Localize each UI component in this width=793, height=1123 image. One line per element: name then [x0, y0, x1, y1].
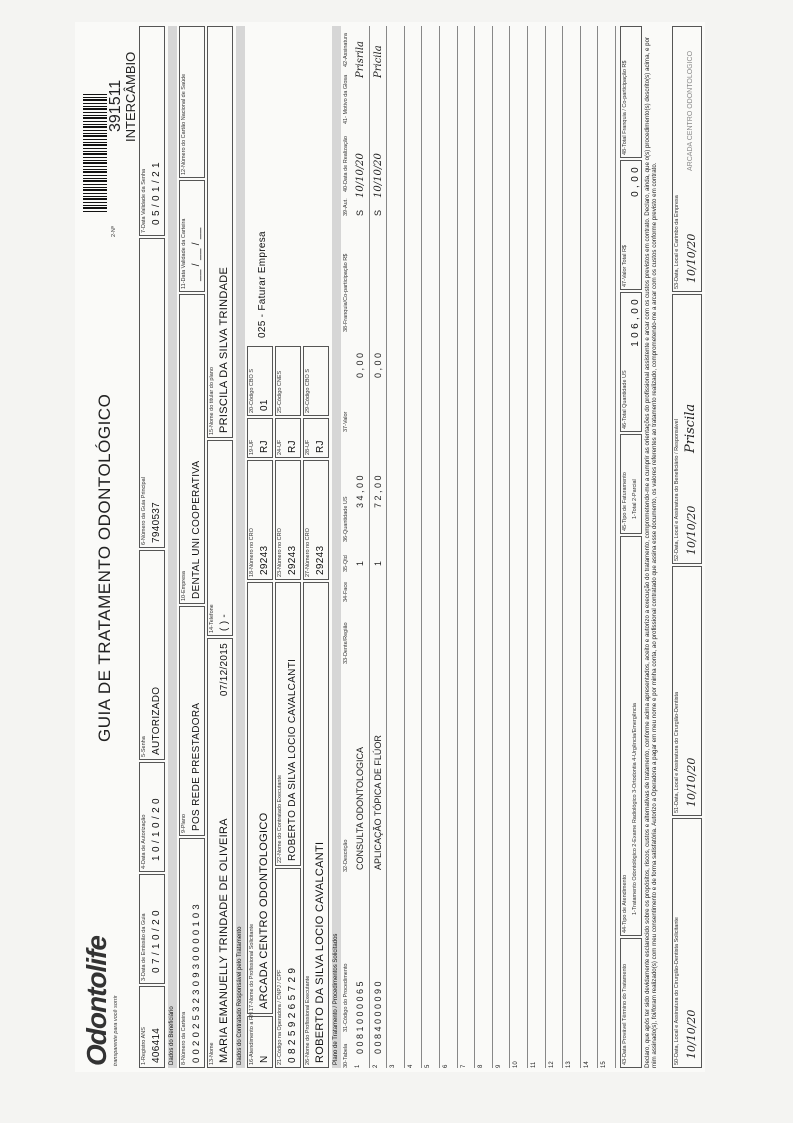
procedure-authorized: S: [355, 209, 365, 216]
row-number: 8: [478, 1064, 485, 1068]
table-row: [527, 26, 546, 1068]
senha-label: 5-Senha: [141, 736, 147, 757]
executante-box: [303, 582, 329, 1068]
sig-beneficiario-date: 10/10/20: [685, 505, 698, 555]
contratado-label: 22-Nome do Contratado Executante: [277, 774, 283, 863]
sig-empresa-date: 10/10/20: [685, 233, 698, 283]
senha-box: [139, 550, 165, 760]
row-number: 3: [390, 1064, 397, 1068]
cro3-box: [303, 460, 329, 580]
table-row: [474, 26, 493, 1068]
col-qtd-us: 36-Quantidade US: [343, 496, 349, 542]
row-number: 15: [601, 1061, 608, 1068]
sig-solicitante-box: [672, 818, 702, 1068]
col-assinatura: 42-Assinatura: [343, 33, 349, 67]
procedure-value: 0 , 0 0: [372, 352, 383, 378]
sig-executante-box: [672, 566, 702, 816]
nome-value: MARIA EMANUELLY TRINDADE DE OLIVEIRA: [218, 818, 230, 1063]
row-number: 6: [443, 1064, 449, 1068]
barcode: [83, 92, 107, 212]
profissional-solicitante-value: ARCADA CENTRO ODONTOLOGICO: [258, 812, 270, 1009]
doc-number: 391511: [107, 79, 124, 132]
sig-beneficiario-box: [672, 294, 702, 564]
cbo3-label: 29-Código CBO S: [305, 368, 311, 413]
faturar-empresa: 025 - Faturar Empresa: [257, 231, 268, 338]
validade-carteira-label: 11-Data Validade da Carteira: [181, 218, 187, 289]
table-row: [545, 26, 564, 1068]
cro3-label: 27-Número no CRO: [305, 528, 311, 577]
guia-principal-box: [139, 238, 165, 548]
guia-principal-label: 6-Número da Guia Principal: [141, 477, 147, 545]
doc-type: INTERCÂMBIO: [123, 51, 138, 142]
validade-carteira-box: [179, 180, 205, 292]
table-row: [597, 26, 616, 1068]
tipo-atendimento-options: 1-Tratamento Odontológico 2-Exame Radiológico 3-Ortodontia 4-Urgência/Emergência: [632, 703, 638, 915]
cbo-value: 01: [259, 399, 270, 411]
row-number: 2: [372, 1064, 379, 1068]
row-number: 4: [407, 1064, 414, 1068]
procedure-authorized: S: [372, 209, 383, 216]
uf-value: RJ: [259, 440, 270, 453]
plano-value: POS REDE PRESTADORA: [191, 702, 202, 831]
cro-label: 18-Número no CRO: [249, 528, 255, 577]
total-us-label: 46-Total Quantidade US: [622, 370, 628, 429]
row-number: 13: [566, 1061, 573, 1068]
table-row: [457, 26, 476, 1068]
tipo-atendimento-label: 44-Tipo de Atendimento: [622, 874, 628, 933]
col-tabela: 30-Tabela: [343, 1043, 349, 1068]
profissional-solicitante-label: 17-Nome do Profissional Solicitante: [249, 923, 255, 1011]
row-number: 5: [425, 1064, 432, 1068]
contratado-box: [275, 582, 301, 866]
cns-label: 12-Número do Cartão Nacional de Saúde: [181, 73, 187, 175]
cns-box: [179, 26, 205, 178]
atendimento-rn-label: 16-Atendimento a RN: [249, 1012, 255, 1065]
table-row: [421, 26, 440, 1068]
col-dente: 33-Dente/Região: [343, 622, 349, 664]
empresa-label: 10-Empresa: [181, 571, 187, 601]
col-valor: 37-Valor: [343, 411, 349, 432]
cro2-value: 29243: [287, 545, 298, 575]
solicitante-section-header: Dados do Contratado Responsável pelo Tratamento: [236, 26, 245, 1068]
carteira-label: 8-Número da Carteira: [181, 1011, 187, 1065]
procedure-qtd-us: 7 2 , 0 0: [372, 475, 383, 508]
telefone-value: ( ) -: [219, 613, 230, 631]
sig-solicitante-label: 50-Data, Local e Assinatura do Cirurgião-Dentista Solicitante: [674, 917, 680, 1065]
valor-total-box: [620, 160, 642, 290]
empresa-box: [179, 294, 205, 604]
empresa-value: DENTAL UNI COOPERATIVA: [191, 460, 202, 599]
beneficiario-section-header: Dados do Beneficiário: [168, 26, 177, 1068]
uf2-box: [275, 418, 301, 458]
row-number: 11: [531, 1061, 537, 1068]
cro-box: [247, 460, 273, 580]
registro-ans-value: 406414: [151, 1027, 162, 1063]
table-row: [386, 26, 405, 1068]
valor-total-value: 0 , 0 0: [630, 167, 641, 197]
table-row: [562, 26, 581, 1068]
uf3-box: [303, 418, 329, 458]
cro2-box: [275, 460, 301, 580]
atendimento-rn-value: N: [259, 1055, 270, 1063]
data-autorizacao-label: 4-Data de Autorização: [141, 814, 147, 869]
profissional-solicitante-box: [247, 582, 273, 1014]
cnpj-label: 21-Código na Operadora / CNPJ / CPF: [277, 969, 283, 1065]
sig-executante-label: 51-Data, Local e Assinatura do Cirurgião-Dentista: [674, 691, 680, 813]
data-emissao-box: [139, 874, 165, 984]
page-title: GUIA DE TRATAMENTO ODONTOLÓGICO: [95, 393, 114, 742]
col-qtd: 35-Qtd: [343, 555, 349, 572]
registro-ans-label: 1-Registro ANS: [141, 1027, 147, 1065]
procedure-value: 0 , 0 0: [355, 352, 365, 378]
validade-carteira-value: __ / __ / __: [191, 227, 202, 281]
sig-empresa-label: 53-Data, Local e Carimbo da Empresa: [674, 195, 680, 289]
table-row: [509, 26, 528, 1068]
data-nascimento: 07/12/2015: [219, 643, 230, 697]
row-number: 1: [355, 1064, 361, 1068]
logo-tagline: transparente para você sorrir: [113, 995, 119, 1066]
total-us-box: [620, 292, 642, 432]
titular-value: PRISCILA DA SILVA TRINDADE: [218, 266, 230, 433]
cro-value: 29243: [259, 545, 270, 575]
sig-solicitante-date: 10/10/20: [685, 1009, 698, 1059]
table-row: [351, 26, 370, 1068]
table-row: [492, 26, 511, 1068]
col-face: 34-Face: [343, 581, 349, 602]
uf-box: [247, 418, 273, 458]
telefone-box: [207, 440, 233, 636]
table-row: [369, 26, 388, 1068]
plano-box: [179, 606, 205, 836]
total-franquia-label: 48-Total Franquia / Co-participação R$: [622, 60, 628, 155]
executante-value: ROBERTO DA SILVA LOCIO CAVALCANTI: [314, 841, 326, 1063]
carteira-value: 0 0 2 0 2 5 3 2 3 0 9 3 0 0 0 0 1 0 3: [191, 904, 202, 1063]
procedure-signature: Prisrila: [355, 41, 366, 78]
procedimentos-section-header: Plano de Tratamento / Procedimentos Solicitados: [332, 26, 341, 1068]
row-number: 12: [548, 1061, 555, 1068]
row-number: 10: [513, 1061, 520, 1068]
registro-ans-box: [139, 986, 165, 1068]
cnpj-value: 0 8 2 5 9 2 6 5 7 2 9: [287, 967, 298, 1063]
plano-label: 9-Plano: [181, 814, 187, 833]
sig-empresa-box: [672, 26, 702, 292]
procedure-code: 0 0 8 4 0 0 0 0 9 0: [372, 981, 383, 1054]
col-data: 40-Data de Realização: [343, 136, 349, 192]
procedure-description: APLICAÇÃO TÓPICA DE FLÚOR: [372, 735, 383, 870]
sig-beneficiario-label: 52-Data, Local e Assinatura do Beneficiário / Responsável: [674, 419, 680, 561]
logo: [81, 936, 119, 1066]
doc-number-label: 2-Nº: [111, 226, 117, 237]
col-franquia: 38-Franquia/Co-participação R$: [343, 253, 349, 332]
procedure-quantity: 1: [355, 560, 365, 566]
tipo-faturamento-options: 1-Total 2-Parcial: [632, 479, 638, 519]
data-prevista-box: [620, 938, 642, 1068]
data-emissao-label: 3-Data de Emissão da Guia: [141, 913, 147, 981]
company-stamp: ARCADA CENTRO ODONTOLOGICO: [687, 50, 694, 171]
nome-box: [207, 638, 233, 1068]
table-row: [404, 26, 423, 1068]
col-motivo: 41- Motivo da Glosa: [343, 74, 349, 124]
total-us-value: 1 0 6 , 0 0: [630, 299, 641, 347]
procedure-signature: Pricila: [372, 45, 384, 78]
sig-beneficiario-signature: Priscila: [683, 403, 698, 453]
cbo-box: [247, 346, 273, 416]
uf2-label: 24-UF: [277, 439, 283, 455]
procedure-quantity: 1: [372, 560, 383, 566]
cnpj-box: [275, 868, 301, 1068]
data-emissao-value: 0 7 / 1 0 / 2 0: [151, 910, 162, 973]
row-number: 9: [495, 1064, 502, 1068]
table-row: [580, 26, 599, 1068]
titular-label: 15-Nome do titular do plano: [209, 367, 215, 435]
carteira-box: [179, 838, 205, 1068]
titular-box: [207, 26, 233, 438]
data-autorizacao-box: [139, 762, 165, 872]
tipo-faturamento-label: 45-Tipo de Faturamento: [622, 472, 628, 531]
valor-total-label: 47-Valor Total R$: [622, 245, 628, 287]
col-aut: 39-Aut.: [343, 198, 349, 216]
validade-senha-box: [139, 26, 165, 236]
procedure-description: CONSULTA ODONTOLOGICA: [355, 746, 365, 870]
tipo-faturamento-box: [620, 434, 642, 534]
procedure-code: 0 0 8 1 0 0 0 0 6 5: [355, 981, 365, 1054]
procedure-qtd-us: 3 4 , 0 0: [355, 475, 365, 508]
atendimento-rn-box: [247, 1012, 273, 1068]
nome-label: 13-Nome: [209, 1042, 215, 1065]
validade-senha-label: 7-Data Validade da Senha: [141, 168, 147, 233]
row-number: 14: [583, 1061, 590, 1068]
tipo-atendimento-box: [620, 536, 642, 936]
senha-value: AUTORIZADO: [151, 686, 162, 755]
col-descricao: 32-Descrição: [343, 839, 349, 872]
validade-senha-value: 0 5 / 0 1 / 2 1: [151, 162, 162, 225]
declaracao-text: Declaro, que após ter sido devidamente esclarecido sobre os propósitos, riscos, custos e alternativas de tratamento, conforme acima apresentados, aceito e autorizo a execução do tratamento, comprometendo-me a cumprir as orientações do profissional assistente e arcar com os custos previstos em contrato. Declaro, ainda, que o(s) procedimento(s) descrito(s) acima, e por mim assinado(s), foi/foram realizado(s) com meu consentimento e de forma satisfatória. Autorizo a Operadora a pagar em meu nome e por minha conta, ao profissional contratado que assina esse documento, os valores referentes ao tratamento realizado, comprometendo-me a arcar com os custos conforme previsto em contrato.: [644, 36, 659, 1068]
uf3-label: 28-UF: [305, 439, 311, 455]
logo-text: Odontolife: [81, 936, 112, 1066]
row-number: 7: [460, 1064, 467, 1068]
sig-executante-date: 10/10/20: [685, 757, 698, 807]
uf-label: 19-UF: [249, 439, 255, 455]
table-row: [439, 26, 458, 1068]
cnes-label: 25-Código CNES: [277, 370, 283, 413]
cnes-box: [275, 346, 301, 416]
procedure-date: 10/10/20: [372, 153, 384, 198]
executante-label: 26-Nome do Profissional Executante: [305, 975, 311, 1065]
guia-principal-value: 7940537: [151, 501, 162, 543]
uf2-value: RJ: [287, 440, 298, 453]
procedure-date: 10/10/20: [355, 153, 366, 198]
total-franquia-box: [620, 26, 642, 158]
cbo-label: 20-Código CBO S: [249, 368, 255, 413]
data-prevista-label: 43-Data Provável Término do Tratamento: [622, 963, 628, 1065]
dental-treatment-form: [75, 22, 705, 1072]
cro2-label: 23-Número no CRO: [277, 528, 283, 577]
cro3-value: 29243: [315, 545, 326, 575]
cbo3-box: [303, 346, 329, 416]
contratado-value: ROBERTO DA SILVA LOCIO CAVALCANTI: [287, 658, 298, 861]
uf3-value: RJ: [315, 440, 326, 453]
col-codigo: 31-Código do Procedimento: [343, 963, 349, 1032]
data-autorizacao-value: 1 0 / 1 0 / 2 0: [151, 798, 162, 861]
telefone-label: 14-Telefone: [209, 604, 215, 633]
